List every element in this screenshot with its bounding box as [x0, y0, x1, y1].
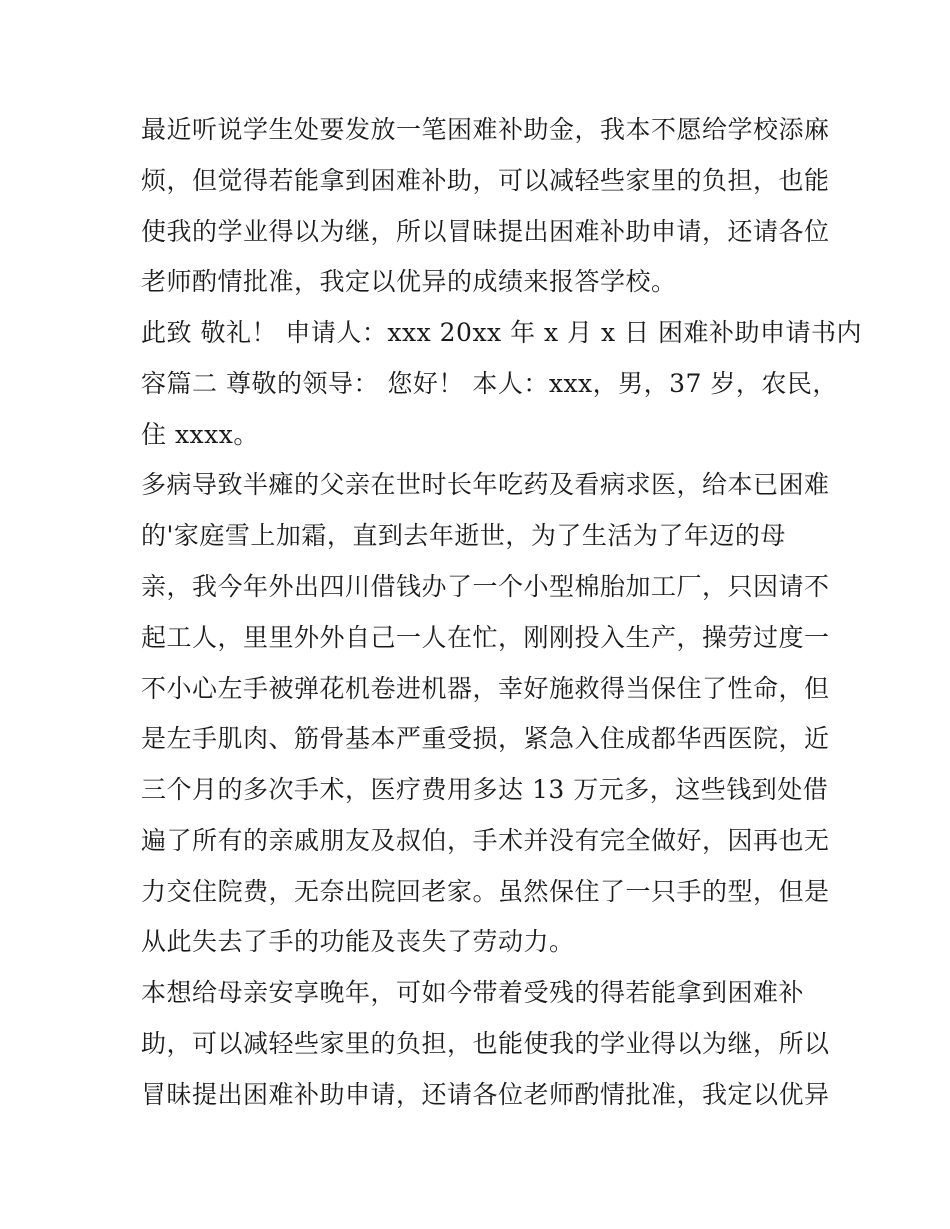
text-line: 从此失去了手的功能及丧失了劳动力。 — [141, 927, 575, 956]
text-line: 最近听说学生处要发放一笔困难补助金，我本不愿给学校添麻 — [141, 115, 830, 144]
text-line: 老师酌情批准，我定以优异的成绩来报答学校。 — [141, 267, 677, 296]
text-line: 助，可以减轻些家里的负担，也能使我的学业得以为继，所以 — [141, 1029, 830, 1058]
text-line: 遍了所有的亲戚朋友及叔伯，手术并没有完全做好，因再也无 — [141, 826, 830, 855]
text-line: 不小心左手被弹花机卷进机器，幸好施救得当保住了性命，但 — [141, 674, 830, 703]
text-line: 容篇二 尊敬的领导： 您好！ 本人：xxx，男，37 岁，农民， — [141, 369, 838, 398]
text-line: 使我的学业得以为继，所以冒昧提出困难补助申请，还请各位 — [141, 217, 830, 246]
text-line: 冒昧提出困难补助申请，还请各位老师酌情批准，我定以优异 — [141, 1080, 830, 1109]
text-line: 烦，但觉得若能拿到困难补助，可以减轻些家里的负担，也能 — [141, 166, 830, 195]
text-line: 本想给母亲安享晚年，可如今带着受残的得若能拿到困难补 — [141, 978, 805, 1007]
text-line: 亲，我今年外出四川借钱办了一个小型棉胎加工厂，只因请不 — [141, 572, 830, 601]
text-line: 力交住院费，无奈出院回老家。虽然保住了一只手的型，但是 — [141, 877, 830, 906]
text-line: 多病导致半瘫的父亲在世时长年吃药及看病求医，给本已困难 — [141, 470, 830, 499]
text-line: 起工人，里里外外自己一人在忙，刚刚投入生产，操劳过度一 — [141, 623, 830, 652]
text-line: 的'家庭雪上加霜，直到去年逝世，为了生活为了年迈的母 — [141, 521, 786, 550]
text-line: 住 xxxx。 — [141, 420, 259, 449]
text-line: 三个月的多次手术，医疗费用多达 13 万元多，这些钱到处借 — [141, 775, 829, 804]
text-line: 是左手肌肉、筋骨基本严重受损，紧急入住成都华西医院，近 — [141, 724, 830, 753]
text-line: 此致 敬礼！ 申请人：xxx 20xx 年 x 月 x 日 困难补助申请书内 — [141, 318, 863, 347]
